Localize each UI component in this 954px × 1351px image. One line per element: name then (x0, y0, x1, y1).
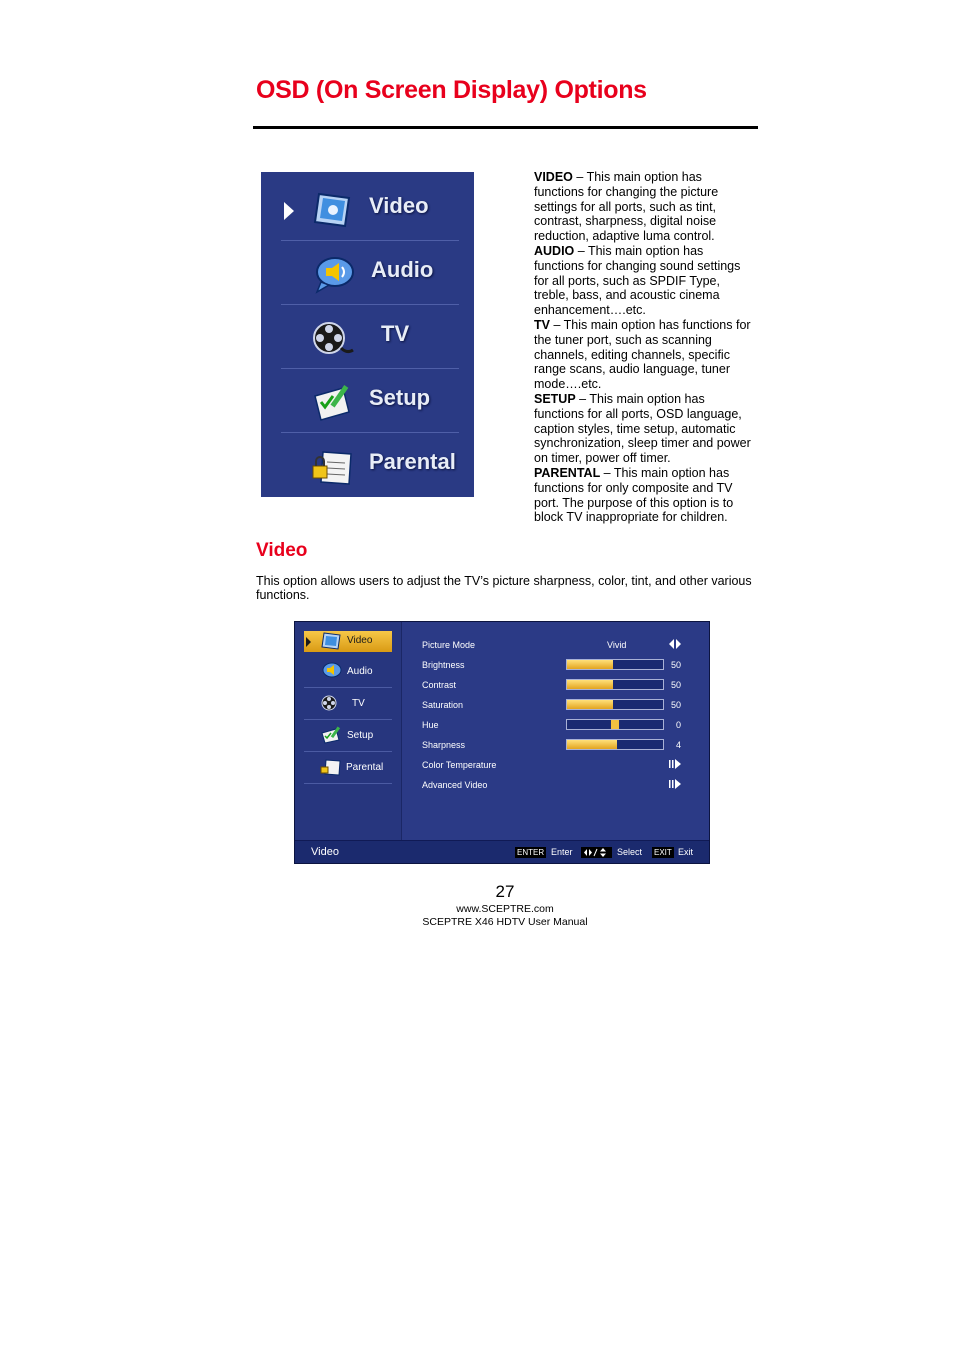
osd-help-bar (295, 840, 709, 863)
menu-descriptions (534, 170, 754, 525)
slider-row-contrast[interactable] (422, 677, 692, 695)
description-term: AUDIO (534, 243, 575, 258)
selection-arrow-icon (306, 637, 311, 647)
osd-sidebar-label: Parental (346, 762, 384, 773)
title-divider (253, 126, 758, 129)
footer-url: www.SCEPTRE.com (456, 903, 554, 915)
description-text: – This main option has functions for changing the picture settings for all ports, such as tint, contrast, sharpness, digital noise reduction, adaptive luma control. (534, 170, 719, 244)
exit-key-badge: EXIT (654, 848, 672, 857)
main-menu-item-tv (281, 304, 459, 369)
left-right-arrows-icon (669, 639, 681, 649)
setting-label: Saturation (422, 700, 464, 710)
slider-value: 50 (670, 660, 681, 670)
advanced-video-row[interactable] (422, 777, 692, 795)
slider-track[interactable] (566, 659, 664, 670)
select-help-text: Select (617, 847, 643, 857)
page-number: 27 (495, 882, 515, 901)
osd-sidebar-item-parental (304, 753, 392, 784)
film-reel-icon (311, 318, 355, 358)
setting-label: Color Temperature (422, 760, 497, 770)
main-menu-label: TV (381, 321, 410, 346)
main-menu-item-audio (281, 240, 459, 305)
slider-fill (567, 700, 613, 709)
lock-notepad-icon (320, 758, 342, 776)
color-temperature-row[interactable] (422, 757, 692, 775)
osd-sidebar-label: Setup (347, 730, 374, 741)
picture-mode-value: Vivid (607, 640, 627, 650)
slider-fill (567, 740, 617, 749)
footer-manual-title: SCEPTRE X46 HDTV User Manual (422, 916, 588, 928)
slider-value: 0 (675, 720, 681, 730)
page-title: OSD (On Screen Display) Options (256, 76, 647, 104)
description-text: – This main option has functions for changing sound settings for all ports, such as SPDIF Type, treble, bass, and acoustic cinema enhancement….etc. (534, 243, 741, 318)
osd-sidebar-item-tv (304, 689, 392, 720)
main-menu-label: Audio (371, 257, 434, 282)
slider-track[interactable] (566, 679, 664, 690)
main-menu-screenshot (261, 172, 474, 497)
osd-current-menu-title: Video (311, 846, 339, 858)
enter-help-text: Enter (551, 847, 573, 857)
main-menu-label: Video (369, 193, 429, 218)
osd-sidebar-label: Video (347, 635, 373, 646)
description-text: – This main option has functions for the tuner port, such as scanning channels, editing channels, specific range scans, audio language, tuner mode….etc. (534, 317, 751, 392)
lock-notepad-icon (311, 446, 355, 486)
slider-thumb (611, 720, 619, 729)
main-menu-item-parental (281, 432, 459, 496)
description-text: – This main option has functions for all ports, OSD language, caption styles, time setup, automatic synchronization, sleep timer and power on timer, power off timer. (534, 391, 751, 466)
selection-arrow-icon (284, 202, 294, 220)
slider-row-saturation[interactable] (422, 697, 692, 715)
description-parental (534, 466, 754, 525)
description-tv (534, 318, 754, 392)
osd-video-screenshot (294, 621, 710, 864)
slider-row-sharpness[interactable] (422, 737, 692, 755)
description-video (534, 170, 754, 244)
osd-sidebar (295, 622, 402, 842)
slider-track[interactable] (566, 739, 664, 750)
slider-row-hue[interactable] (422, 717, 692, 735)
description-text: – This main option has functions for only composite and TV port. The purpose of this option is to block TV inappropriate for children. (534, 465, 734, 525)
slider-fill (567, 680, 613, 689)
checklist-pencil-icon (311, 382, 355, 422)
submenu-enter-icon (669, 779, 681, 789)
slider-value: 4 (675, 740, 681, 750)
setting-label: Sharpness (422, 740, 466, 750)
film-reel-icon (320, 694, 342, 712)
section-intro: This option allows users to adjust the TV’s picture sharpness, color, tint, and other various functions. (256, 574, 752, 602)
osd-sidebar-item-video (304, 631, 392, 652)
description-term: SETUP (534, 391, 576, 406)
picture-mode-row[interactable] (422, 637, 692, 655)
setting-label: Advanced Video (422, 780, 488, 790)
setting-label: Contrast (422, 680, 457, 690)
navigation-arrows-icon (581, 847, 612, 858)
description-audio (534, 244, 754, 318)
slider-track[interactable] (566, 699, 664, 710)
osd-sidebar-item-setup (304, 721, 392, 752)
description-term: PARENTAL (534, 465, 601, 480)
main-menu-item-setup (281, 368, 459, 433)
section-heading: Video (256, 540, 308, 561)
slider-value: 50 (670, 680, 681, 690)
description-setup (534, 392, 754, 466)
setting-label: Hue (422, 720, 439, 730)
slider-value: 50 (670, 700, 681, 710)
checklist-pencil-icon (320, 726, 342, 744)
osd-sidebar-label: Audio (347, 666, 373, 677)
speaker-bubble-icon (320, 662, 342, 680)
description-term: VIDEO (534, 170, 573, 184)
main-menu-label: Parental (369, 449, 456, 474)
osd-sidebar-label: TV (352, 698, 365, 709)
description-term: TV (534, 317, 550, 332)
enter-key-badge: ENTER (517, 848, 545, 857)
setting-label: Brightness (422, 660, 465, 670)
video-monitor-icon (311, 190, 355, 230)
video-monitor-icon (320, 632, 342, 650)
slider-row-brightness[interactable] (422, 657, 692, 675)
exit-help-text: Exit (678, 847, 694, 857)
submenu-enter-icon (669, 759, 681, 769)
slider-track[interactable] (566, 719, 664, 730)
osd-sidebar-item-audio (304, 657, 392, 688)
slider-fill (567, 660, 613, 669)
main-menu-item-video (281, 176, 459, 241)
speaker-bubble-icon (311, 254, 355, 294)
setting-label: Picture Mode (422, 640, 476, 650)
main-menu-label: Setup (369, 385, 431, 410)
